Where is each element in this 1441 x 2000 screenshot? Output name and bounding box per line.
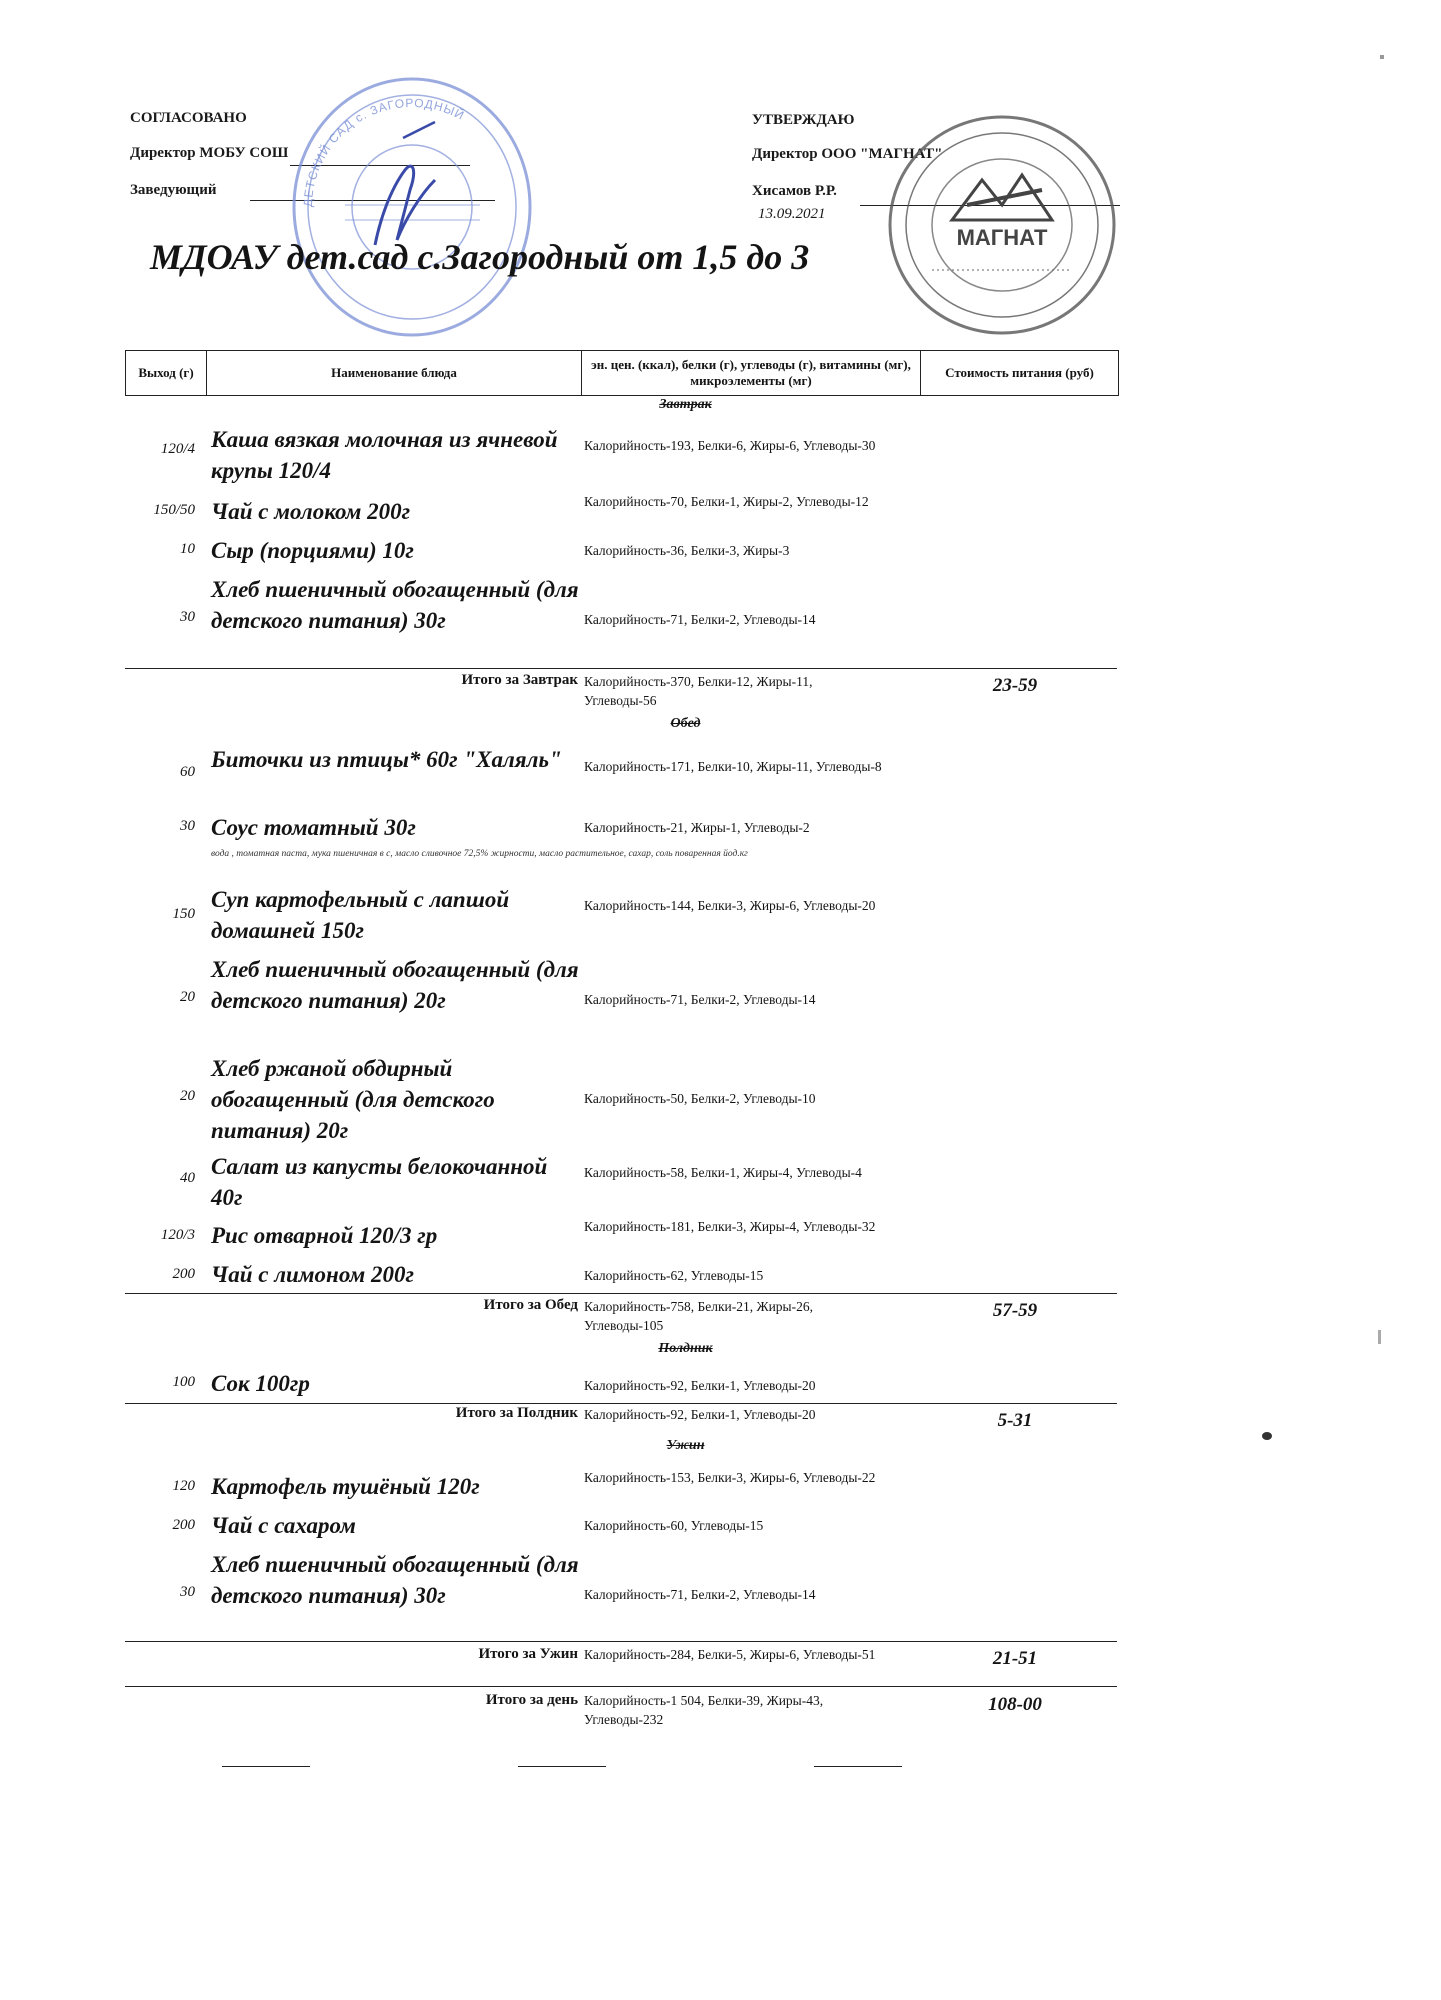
item-weight: 20 xyxy=(180,989,195,1005)
item-nutrition: Калорийность-71, Белки-2, Углеводы-14 xyxy=(584,1587,816,1602)
row-divider xyxy=(125,668,1117,669)
total-nutrition: Калорийность-92, Белки-1, Углеводы-20 xyxy=(584,1407,816,1422)
total-nutrition: Калорийность-284, Белки-5, Жиры-6, Углеводы-51 xyxy=(584,1647,876,1662)
item-weight: 30 xyxy=(180,818,195,834)
item-nutrition: Калорийность-62, Углеводы-15 xyxy=(584,1268,764,1283)
total-label: Итого за Полдник xyxy=(455,1405,578,1421)
scan-speck xyxy=(1380,55,1384,59)
total-nutrition: Калорийность-758, Белки-21, Жиры-26, Углеводы-105 xyxy=(584,1299,813,1333)
row-divider xyxy=(125,1293,1117,1294)
item-weight: 120 xyxy=(172,1478,195,1494)
signature-line xyxy=(518,1766,606,1767)
item-dish: Каша вязкая молочная из ячневой крупы 120/4 xyxy=(211,427,558,483)
col-price: Стоимость питания (руб) xyxy=(945,365,1094,380)
item-nutrition: Калорийность-193, Белки-6, Жиры-6, Углеводы-30 xyxy=(584,438,876,453)
approval-date: 13.09.2021 xyxy=(758,206,826,222)
total-label: Итого за Завтрак xyxy=(461,672,578,688)
company-director-label: Директор ООО "МАГНАТ" xyxy=(752,146,943,162)
total-label: Итого за Обед xyxy=(483,1297,578,1313)
total-price: 57-59 xyxy=(992,1300,1038,1321)
section-title-snack: Полдник xyxy=(658,1341,713,1356)
item-weight: 60 xyxy=(180,764,195,780)
item-dish: Хлеб пшеничный обогащенный (для детского питания) 20г xyxy=(211,957,579,1013)
item-dish: Чай с молоком 200г xyxy=(211,499,411,524)
item-nutrition: Калорийность-171, Белки-10, Жиры-11, Углеводы-8 xyxy=(584,759,882,774)
row-divider xyxy=(125,1686,1117,1687)
total-nutrition: Калорийность-370, Белки-12, Жиры-11, Углеводы-56 xyxy=(584,674,813,708)
item-nutrition: Калорийность-181, Белки-3, Жиры-4, Углеводы-32 xyxy=(584,1219,876,1234)
section-title-dinner: Ужин xyxy=(666,1438,705,1453)
item-nutrition: Калорийность-144, Белки-3, Жиры-6, Углеводы-20 xyxy=(584,898,876,913)
total-price: 23-59 xyxy=(992,675,1038,696)
company-seal xyxy=(882,110,1122,340)
item-composition: вода , томатная паста, мука пшеничная в с, масло сливочное 72,5% жирности, масло растительное, сахар, соль поваренная йод.кг xyxy=(211,849,748,859)
item-dish: Чай с сахаром xyxy=(211,1513,356,1538)
item-nutrition: Калорийность-21, Жиры-1, Углеводы-2 xyxy=(584,820,810,835)
kindergarten-seal xyxy=(285,70,540,345)
table-header xyxy=(125,350,1119,396)
row-divider xyxy=(125,1403,1117,1404)
item-nutrition: Калорийность-71, Белки-2, Углеводы-14 xyxy=(584,992,816,1007)
item-nutrition: Калорийность-153, Белки-3, Жиры-6, Углеводы-22 xyxy=(584,1470,876,1485)
item-nutrition: Калорийность-36, Белки-3, Жиры-3 xyxy=(584,543,790,558)
item-weight: 150/50 xyxy=(153,502,195,518)
item-weight: 20 xyxy=(180,1088,195,1104)
school-director-label: Директор МОБУ СОШ xyxy=(130,145,289,161)
seal-brand-text: МАГНАТ xyxy=(956,225,1048,250)
item-weight: 30 xyxy=(180,1584,195,1600)
day-total-price: 108-00 xyxy=(988,1694,1042,1715)
page-title: МДОАУ дет.сад с.Загородный от 1,5 до 3 xyxy=(150,237,810,277)
seal-text: ДЕТСКИЙ САД с. ЗАГОРОДНЫЙ xyxy=(300,95,467,208)
kindergarten-head-label: Заведующий xyxy=(130,182,217,198)
item-nutrition: Калорийность-58, Белки-1, Жиры-4, Углеводы-4 xyxy=(584,1165,862,1180)
total-price: 21-51 xyxy=(992,1648,1038,1669)
item-dish: Биточки из птицы* 60г "Халяль" xyxy=(211,747,562,772)
approve-label: УТВЕРЖДАЮ xyxy=(752,112,855,128)
section-title-breakfast: Завтрак xyxy=(659,397,712,412)
item-nutrition: Калорийность-50, Белки-2, Углеводы-10 xyxy=(584,1091,816,1106)
item-dish: Хлеб пшеничный обогащенный (для детского питания) 30г xyxy=(211,577,579,633)
day-total-label: Итого за день xyxy=(485,1692,578,1708)
item-nutrition: Калорийность-60, Углеводы-15 xyxy=(584,1518,764,1533)
col-weight: Выход (г) xyxy=(126,351,207,395)
item-weight: 10 xyxy=(180,541,195,557)
col-dish: Наименование блюда xyxy=(207,351,582,395)
item-weight: 120/3 xyxy=(160,1227,195,1243)
item-nutrition: Калорийность-92, Белки-1, Углеводы-20 xyxy=(584,1378,816,1393)
director-name: Хисамов Р.Р. xyxy=(752,183,837,199)
day-total-nutrition: Калорийность-1 504, Белки-39, Жиры-43, Углеводы-232 xyxy=(584,1693,824,1727)
item-dish: Хлеб ржаной обдирный обогащенный (для детского питания) 20г xyxy=(211,1056,495,1143)
row-divider xyxy=(125,1641,1117,1642)
item-weight: 150 xyxy=(172,906,195,922)
item-dish: Чай с лимоном 200г xyxy=(211,1262,414,1287)
scan-speck xyxy=(1378,1330,1381,1344)
col-nutrition: эн. цен. (ккал), белки (г), углеводы (г), витамины (мг), микроэлементы (мг) xyxy=(582,351,921,395)
section-title-lunch: Обед xyxy=(670,716,701,731)
item-nutrition: Калорийность-71, Белки-2, Углеводы-14 xyxy=(584,612,816,627)
item-dish: Рис отварной 120/3 гр xyxy=(211,1223,438,1248)
item-dish: Хлеб пшеничный обогащенный (для детского питания) 30г xyxy=(211,1552,579,1608)
item-weight: 100 xyxy=(172,1374,195,1390)
total-price: 5-31 xyxy=(997,1410,1033,1431)
total-label: Итого за Ужин xyxy=(478,1646,578,1662)
item-weight: 120/4 xyxy=(160,441,195,457)
item-dish: Картофель тушёный 120г xyxy=(211,1474,480,1499)
item-weight: 200 xyxy=(172,1266,195,1282)
item-dish: Сок 100гр xyxy=(211,1371,310,1396)
item-dish: Суп картофельный с лапшой домашней 150г xyxy=(211,887,510,943)
scan-speck xyxy=(1262,1432,1272,1440)
item-weight: 30 xyxy=(180,609,195,625)
item-dish: Сыр (порциями) 10г xyxy=(211,538,414,563)
agreed-label: СОГЛАСОВАНО xyxy=(130,110,247,126)
item-weight: 200 xyxy=(172,1517,195,1533)
item-nutrition: Калорийность-70, Белки-1, Жиры-2, Углеводы-12 xyxy=(584,494,869,509)
item-dish: Соус томатный 30г xyxy=(211,815,416,840)
item-dish: Салат из капусты белокочанной 40г xyxy=(211,1154,548,1210)
item-weight: 40 xyxy=(180,1170,195,1186)
signature-line xyxy=(222,1766,310,1767)
signature-line xyxy=(814,1766,902,1767)
